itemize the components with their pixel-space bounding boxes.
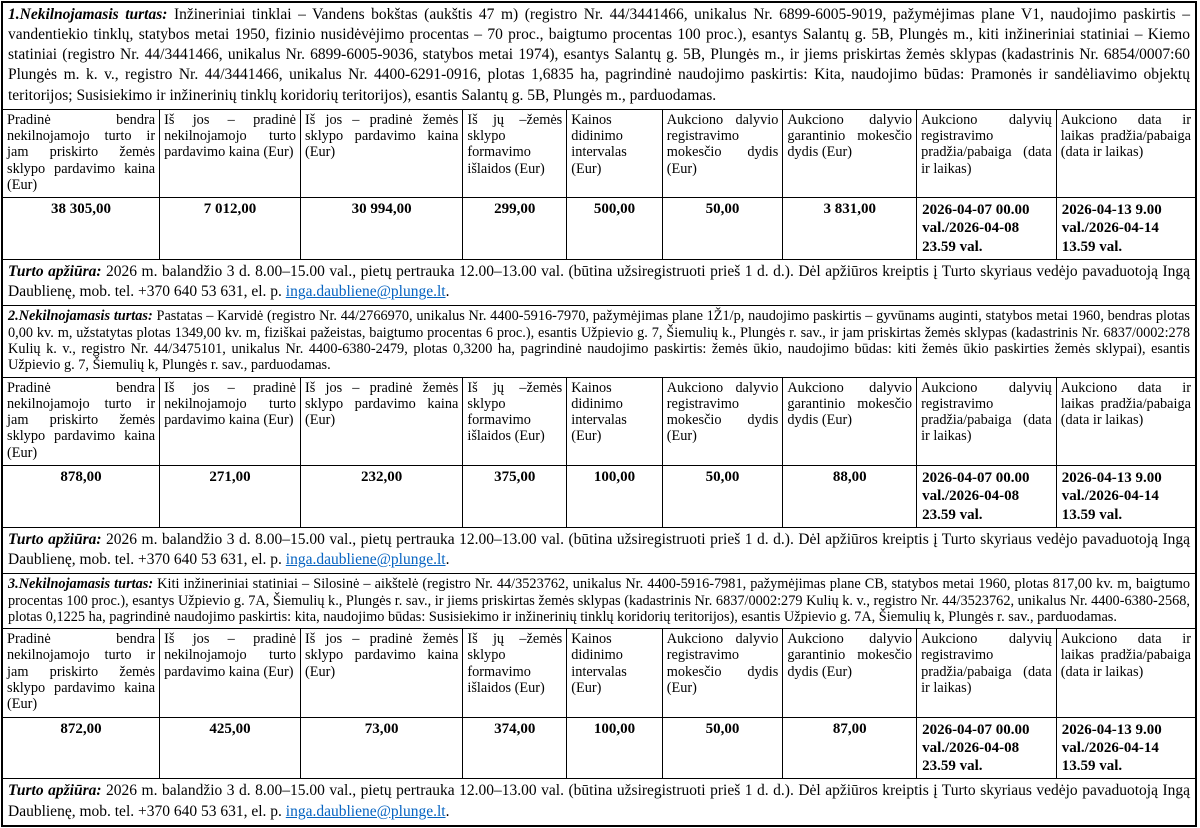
section-3-inspection-row <box>2 779 1196 826</box>
section-3-inspection-cell <box>2 779 1196 826</box>
column-header-total-price: Pradinė bendra nekilnojamojo turto ir jam priskirto žemės sklypo pardavimo kaina (Eur) <box>2 629 160 717</box>
value-registration-fee: 50,00 <box>662 717 783 779</box>
section-3-description-row <box>2 574 1196 629</box>
value-property-price: 7 012,00 <box>160 198 301 260</box>
value-registration-period: 2026-04-07 00.00 val./2026-04-08 23.59 val. <box>917 717 1057 779</box>
column-header-land-price: Iš jos – pradinė žemės sklypo pardavimo kaina (Eur) <box>300 377 462 465</box>
value-registration-period: 2026-04-07 00.00 val./2026-04-08 23.59 val. <box>917 466 1057 528</box>
section-1-inspection-row <box>2 260 1196 306</box>
section-1-description: Inžineriniai tinklai – Vandens bokštas (aukštis 47 m) (registro Nr. 44/3441466, unikalus Nr. 6899-6005-9019, pažymėjimas plane V1, naudojimo paskirtis – vandentiekio tinklų, statybos metai 1950, fizinio nusidėvėjimo procentas – 70 proc., baigtumo procentas 100 proc.), esantys Salantų g. 5B, Plungės m., kiti inžineriniai statiniai – Kiemo statiniai (registro Nr. 44/3441466, unikalus Nr. 6899-6005-9036, statybos metai 1974), esantys Salantų g. 5B, Plungės m., ir jiems priskirtas žemės sklypas (kadastrinis Nr. 6854/0007:60 Plungės m. k. v., registro Nr. 44/3441466, unikalus Nr. 4400-6291-0916, plotas 1,6835 ha, pagrindinė naudojimo paskirtis: Kita, naudojimo būdas: Pramonės ir sandėliavimo objektų teritorijos; Susisiekimo ir inžinerinių tinklų koridorių teritorijos), esantis Salantų g. 5B, Plungės m., parduodamas. <box>8 6 1190 104</box>
section-2-value-row <box>2 466 1196 528</box>
inspection-heading: Turto apžiūra: <box>8 530 102 548</box>
column-header-guarantee-fee: Aukciono dalyvio garantinio mokesčio dydis (Eur) <box>783 109 917 197</box>
column-header-land-formation-costs: Iš jų –žemės sklypo formavimo išlaidos (Eur) <box>463 109 567 197</box>
section-2-inspection-cell <box>2 527 1196 573</box>
column-header-guarantee-fee: Aukciono dalyvio garantinio mokesčio dydis (Eur) <box>783 629 917 717</box>
column-header-registration-fee: Aukciono dalyvio registravimo mokesčio dydis (Eur) <box>662 377 783 465</box>
inspection-text: 2026 m. balandžio 3 d. 8.00–15.00 val., pietų pertrauka 12.00–13.00 val. (būtina užsiregistruoti prieš 1 d. d.). Dėl apžiūros kreiptis į Turto skyriaus vedėjo pavaduotoją Ingą Daublienę, mob. tel. +370 640 53 631, el. p. <box>8 263 1190 301</box>
value-property-price: 425,00 <box>160 717 301 779</box>
email-link[interactable]: inga.daubliene@plunge.lt <box>285 283 446 301</box>
value-property-price: 271,00 <box>160 466 301 528</box>
column-header-property-price: Iš jos – pradinė nekilnojamojo turto pardavimo kaina (Eur) <box>160 629 301 717</box>
auction-document <box>1 1 1197 827</box>
column-header-registration-period: Aukciono dalyvių registravimo pradžia/pabaiga (data ir laikas) <box>917 629 1057 717</box>
section-2-inspection-row <box>2 527 1196 573</box>
column-header-land-formation-costs: Iš jų –žemės sklypo formavimo išlaidos (Eur) <box>463 377 567 465</box>
value-land-formation-costs: 299,00 <box>463 198 567 260</box>
column-header-total-price: Pradinė bendra nekilnojamojo turto ir jam priskirto žemės sklypo pardavimo kaina (Eur) <box>2 377 160 465</box>
column-header-auction-datetime: Aukciono data ir laikas pradžia/pabaiga (data ir laikas) <box>1056 377 1196 465</box>
column-header-registration-fee: Aukciono dalyvio registravimo mokesčio dydis (Eur) <box>662 109 783 197</box>
value-guarantee-fee: 87,00 <box>783 717 917 779</box>
column-header-registration-period: Aukciono dalyvių registravimo pradžia/pabaiga (data ir laikas) <box>917 377 1057 465</box>
value-land-formation-costs: 375,00 <box>463 466 567 528</box>
column-header-land-price: Iš jos – pradinė žemės sklypo pardavimo kaina (Eur) <box>300 629 462 717</box>
inspection-heading: Turto apžiūra: <box>8 263 102 281</box>
section-1-inspection-cell <box>2 260 1196 306</box>
value-auction-datetime: 2026-04-13 9.00 val./2026-04-14 13.59 val. <box>1056 198 1196 260</box>
column-header-total-price: Pradinė bendra nekilnojamojo turto ir jam priskirto žemės sklypo pardavimo kaina (Eur) <box>2 109 160 197</box>
column-header-price-increment: Kainos didinimo intervalas (Eur) <box>567 629 663 717</box>
section-1-heading: 1.Nekilnojamasis turtas: <box>8 6 168 23</box>
section-1-description-row <box>2 2 1196 109</box>
section-3-header-row <box>2 629 1196 717</box>
email-link[interactable]: inga.daubliene@plunge.lt <box>285 802 446 820</box>
section-1-value-row <box>2 198 1196 260</box>
column-header-property-price: Iš jos – pradinė nekilnojamojo turto pardavimo kaina (Eur) <box>160 377 301 465</box>
column-header-price-increment: Kainos didinimo intervalas (Eur) <box>567 377 663 465</box>
inspection-text: 2026 m. balandžio 3 d. 8.00–15.00 val., pietų pertrauka 12.00–13.00 val. (būtina užsiregistruoti prieš 1 d. d.). Dėl apžiūros kreiptis į Turto skyriaus vedėjo pavaduotoją Ingą Daublienę, mob. tel. +370 640 53 631, el. p. <box>8 530 1190 569</box>
value-land-formation-costs: 374,00 <box>463 717 567 779</box>
column-header-land-formation-costs: Iš jų –žemės sklypo formavimo išlaidos (Eur) <box>463 629 567 717</box>
inspection-heading: Turto apžiūra: <box>8 782 102 800</box>
email-link[interactable]: inga.daubliene@plunge.lt <box>285 551 446 569</box>
inspection-text: 2026 m. balandžio 3 d. 8.00–15.00 val., pietų pertrauka 12.00–13.00 val. (būtina užsiregistruoti prieš 1 d. d.). Dėl apžiūros kreiptis į Turto skyriaus vedėjo pavaduotoją Ingą Daublienę, mob. tel. +370 640 53 631, el. p. <box>8 782 1190 820</box>
section-2-description-cell <box>2 306 1196 377</box>
column-header-auction-datetime: Aukciono data ir laikas pradžia/pabaiga (data ir laikas) <box>1056 109 1196 197</box>
value-land-price: 73,00 <box>300 717 462 779</box>
value-guarantee-fee: 88,00 <box>783 466 917 528</box>
value-registration-fee: 50,00 <box>662 198 783 260</box>
value-price-increment: 100,00 <box>567 717 663 779</box>
auction-table <box>1 1 1197 827</box>
column-header-land-price: Iš jos – pradinė žemės sklypo pardavimo kaina (Eur) <box>300 109 462 197</box>
value-land-price: 232,00 <box>300 466 462 528</box>
value-price-increment: 100,00 <box>567 466 663 528</box>
value-registration-fee: 50,00 <box>662 466 783 528</box>
column-header-registration-period: Aukciono dalyvių registravimo pradžia/pabaiga (data ir laikas) <box>917 109 1057 197</box>
value-total-price: 38 305,00 <box>2 198 160 260</box>
value-total-price: 878,00 <box>2 466 160 528</box>
section-1-description-cell <box>2 2 1196 109</box>
section-3-description: Kiti inžineriniai statiniai – Silosinė – aikštelė (registro Nr. 44/3523762, unikalus Nr. 4400-5916-7981, pažymėjimas plane CB, statybos metai 1960, plotas 817,00 kv. m, baigtumo procentas 100 proc.), esantys Užpievio g. 7A, Šiemulių k., Plungės r. sav., ir jiems priskirtas žemės sklypas (kadastrinis Nr. 6837/0002:279 Kulių k. v., registro Nr. 44/3523762, unikalus Nr. 4400-6380-2568, plotas 0,1225 ha, pagrindinė naudojimo paskirtis: kita, naudojimo būdas: Susisiekimo ir inžinerinių tinklų koridorių teritorijos), esantis Užpievio g. 7A, Šiemulių k, Plungės r. sav., parduodamas. <box>8 576 1190 625</box>
column-header-price-increment: Kainos didinimo intervalas (Eur) <box>567 109 663 197</box>
column-header-auction-datetime: Aukciono data ir laikas pradžia/pabaiga (data ir laikas) <box>1056 629 1196 717</box>
section-2-heading: 2.Nekilnojamasis turtas: <box>8 308 153 325</box>
value-land-price: 30 994,00 <box>300 198 462 260</box>
column-header-property-price: Iš jos – pradinė nekilnojamojo turto pardavimo kaina (Eur) <box>160 109 301 197</box>
value-registration-period: 2026-04-07 00.00 val./2026-04-08 23.59 val. <box>917 198 1057 260</box>
value-guarantee-fee: 3 831,00 <box>783 198 917 260</box>
section-2-header-row <box>2 377 1196 465</box>
section-3-heading: 3.Nekilnojamasis turtas: <box>8 576 154 593</box>
inspection-suffix: . <box>445 802 450 820</box>
value-auction-datetime: 2026-04-13 9.00 val./2026-04-14 13.59 val. <box>1056 466 1196 528</box>
section-1-header-row <box>2 109 1196 197</box>
section-2-description-row <box>2 306 1196 377</box>
value-auction-datetime: 2026-04-13 9.00 val./2026-04-14 13.59 val. <box>1056 717 1196 779</box>
inspection-suffix: . <box>445 551 450 569</box>
section-3-description-cell <box>2 574 1196 629</box>
value-price-increment: 500,00 <box>567 198 663 260</box>
column-header-registration-fee: Aukciono dalyvio registravimo mokesčio dydis (Eur) <box>662 629 783 717</box>
column-header-guarantee-fee: Aukciono dalyvio garantinio mokesčio dydis (Eur) <box>783 377 917 465</box>
inspection-suffix: . <box>445 283 450 301</box>
section-3-value-row <box>2 717 1196 779</box>
value-total-price: 872,00 <box>2 717 160 779</box>
section-2-description: Pastatas – Karvidė (registro Nr. 44/2766970, unikalus Nr. 4400-5916-7970, pažymėjimas plane 1Ž1/p, naudojimo paskirtis – gyvūnams auginti, statybos metai 1960, bendras plotas 0,00 kv. m, užstatytas plotas 1349,00 kv. m, fiziškai pažeistas, baigtumo procentas 6 proc.), esantis Užpievio g. 7, Šiemulių k., Plungės r. sav., ir jam priskirtas žemės sklypas (kadastrinis Nr. 6837/0002:278 Kulių k. v., registro Nr. 44/3475101, unikalus Nr. 4400-6380-2479, plotas 0,3200 ha, pagrindinė naudojimo paskirtis: žemės ūkio, naudojimo būdas: kiti žemės ūkio paskirties žemės sklypai), esantis Užpievio g. 7, Šiemulių k, Plungės r. sav., parduodamas. <box>8 308 1190 374</box>
